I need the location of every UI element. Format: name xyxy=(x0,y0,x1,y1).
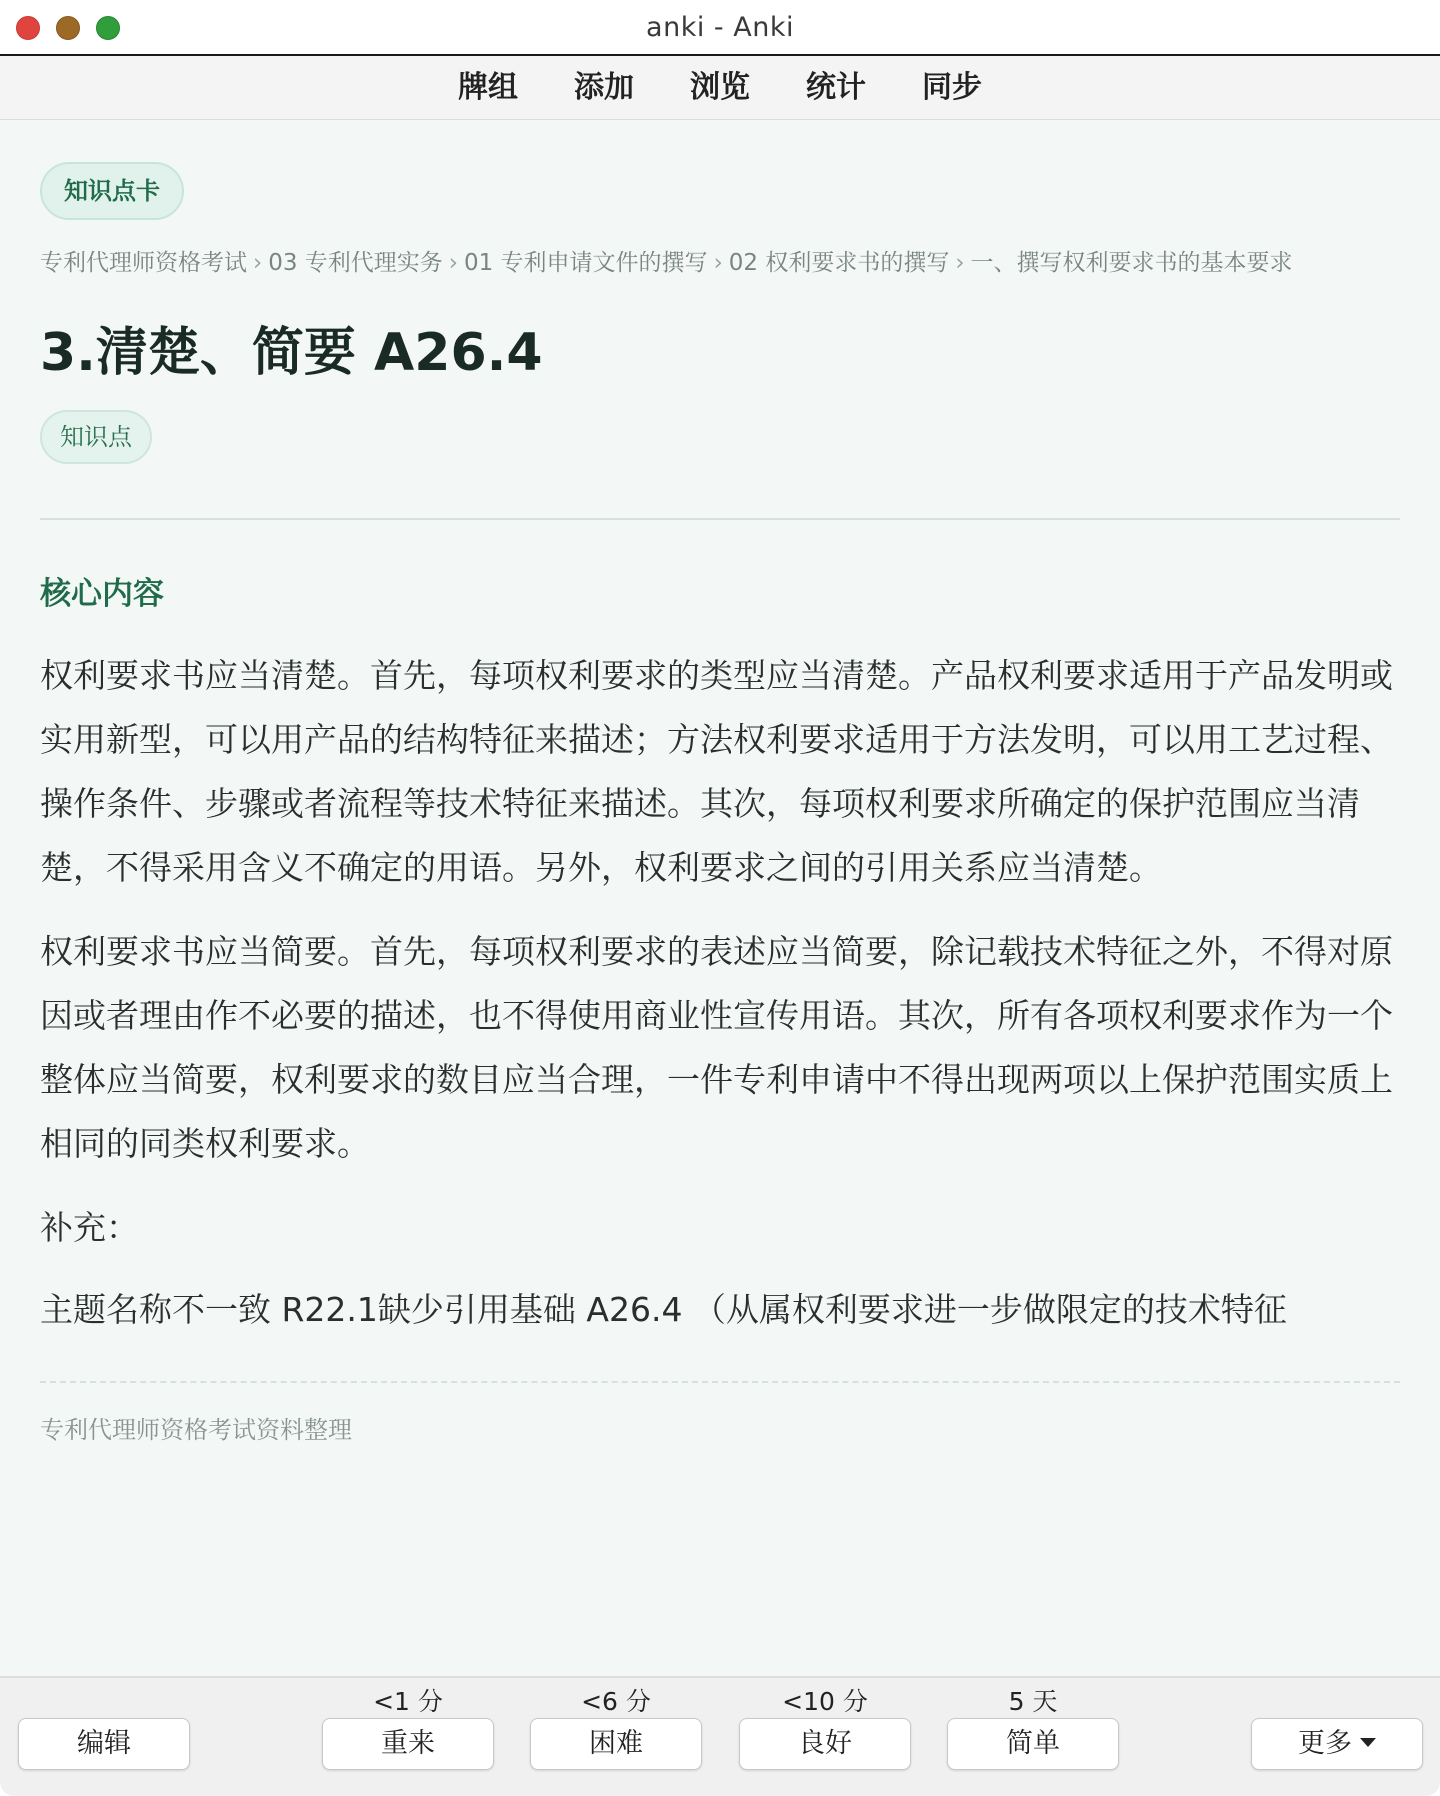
breadcrumb-item: 一、撰写权利要求书的基本要求 xyxy=(970,250,1293,276)
card-tag: 知识点 xyxy=(40,410,152,464)
answer-bar xyxy=(0,1676,1440,1796)
easy-interval: 5 天 xyxy=(1008,1687,1058,1716)
toolbar-sync[interactable]: 同步 xyxy=(922,69,982,105)
breadcrumb-separator: › xyxy=(448,250,458,276)
card-title: 3.清楚、简要 A26.4 xyxy=(40,323,543,383)
card-content xyxy=(40,120,1400,1672)
paragraph-clear: 权利要求书应当清楚。首先，每项权利要求的类型应当清楚。产品权利要求适用于产品发明或实用新型，可以用产品的结构特征来描述；方法权利要求适用于方法发明，可以用工艺过程、操作条件、步骤或者流程等技术特征来描述。其次，每项权利要求所确定的保护范围应当清楚，不得采用含义不确定的用语。另外，权利要求之间的引用关系应当清楚。 xyxy=(40,656,1393,887)
breadcrumb xyxy=(40,244,1400,277)
breadcrumb-item: 02 权利要求书的撰写 xyxy=(728,250,950,276)
chevron-down-icon xyxy=(1360,1738,1376,1747)
toolbar-stats[interactable]: 统计 xyxy=(806,69,866,105)
supplement-label: 补充： xyxy=(40,1208,139,1247)
supplement-text: 主题名称不一致 R22.1缺少引用基础 A26.4 （从属权利要求进一步做限定的技术特征 xyxy=(40,1290,1287,1329)
more-label: 更多 xyxy=(1298,1728,1352,1759)
breadcrumb-item: 专利代理师资格考试 xyxy=(40,250,247,276)
paragraph-concise: 权利要求书应当简要。首先，每项权利要求的表述应当简要，除记载技术特征之外，不得对原因或者理由作不必要的描述，也不得使用商业性宣传用语。其次，所有各项权利要求作为一个整体应当简要，权利要求的数目应当合理，一件专利申请中不得出现两项以上保护范围实质上相同的同类权利要求。 xyxy=(40,932,1393,1163)
breadcrumb-separator: › xyxy=(253,250,263,276)
toolbar-add[interactable]: 添加 xyxy=(574,69,634,105)
edit-button[interactable]: 编辑 xyxy=(18,1718,190,1770)
card-type-pill: 知识点卡 xyxy=(40,162,184,220)
toolbar-decks[interactable]: 牌组 xyxy=(458,69,518,105)
again-button[interactable]: 重来 xyxy=(322,1718,494,1770)
divider xyxy=(40,518,1400,520)
more-button[interactable] xyxy=(1251,1718,1423,1770)
dashed-divider xyxy=(40,1381,1400,1383)
toolbar-browse[interactable]: 浏览 xyxy=(690,69,750,105)
hard-button[interactable]: 困难 xyxy=(530,1718,702,1770)
again-interval: <1 分 xyxy=(373,1687,443,1716)
breadcrumb-separator: › xyxy=(713,250,723,276)
breadcrumb-separator: › xyxy=(955,250,965,276)
breadcrumb-item: 01 专利申请文件的撰写 xyxy=(463,250,708,276)
good-interval: <10 分 xyxy=(782,1687,868,1716)
window-title: anki - Anki xyxy=(646,12,794,43)
breadcrumb-item: 03 专利代理实务 xyxy=(268,250,443,276)
easy-button[interactable]: 简单 xyxy=(947,1718,1119,1770)
main-toolbar xyxy=(0,56,1440,120)
hard-interval: <6 分 xyxy=(581,1687,651,1716)
title-bar xyxy=(0,0,1440,56)
footer-note: 专利代理师资格考试资料整理 xyxy=(40,1416,352,1444)
section-heading: 核心内容 xyxy=(40,576,164,612)
good-button[interactable]: 良好 xyxy=(739,1718,911,1770)
